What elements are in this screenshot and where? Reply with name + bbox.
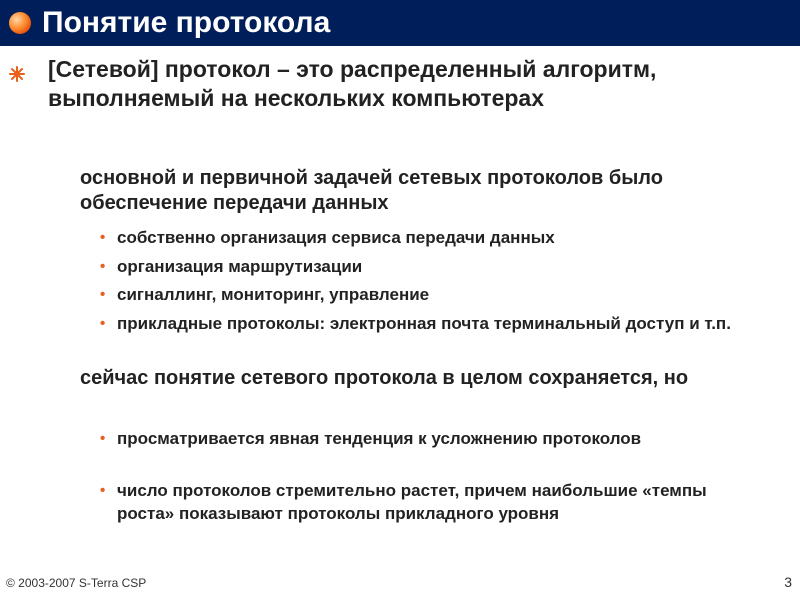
bullet-dot-icon: • bbox=[100, 286, 106, 303]
list-item: прикладные протоколы: электронная почта терминальный доступ и т.п. bbox=[117, 314, 731, 333]
bullet-dot-icon: • bbox=[100, 258, 106, 275]
list-item: организация маршрутизации bbox=[117, 257, 363, 276]
section-heading: сейчас понятие сетевого протокола в целом сохраняется, но bbox=[80, 367, 689, 389]
page-number: 3 bbox=[784, 574, 792, 590]
bullet-dot-icon: • bbox=[100, 482, 106, 499]
starburst-bullet-icon bbox=[9, 66, 25, 82]
footer-copyright: © 2003-2007 S-Terra CSP bbox=[6, 576, 147, 590]
section-heading: основной и первичной задачей сетевых протоколов было обеспечение передачи данных bbox=[80, 167, 663, 214]
list-item: просматривается явная тенденция к усложнению протоколов bbox=[117, 429, 642, 448]
list-item: собственно организация сервиса передачи данных bbox=[117, 228, 555, 247]
slide-title: Понятие протокола bbox=[42, 6, 331, 39]
list-item: сигналлинг, мониторинг, управление bbox=[117, 285, 430, 304]
main-point: [Сетевой] протокол – это распределенный алгоритм, выполняемый на нескольких компьютерах bbox=[48, 56, 657, 111]
bullet-dot-icon: • bbox=[100, 229, 106, 246]
bullet-dot-icon: • bbox=[100, 315, 106, 332]
list-item: число протоколов стремительно растет, причем наибольшие «темпы роста» показывают протоколы прикладного уровня bbox=[117, 481, 707, 523]
bullet-dot-icon: • bbox=[100, 430, 106, 447]
